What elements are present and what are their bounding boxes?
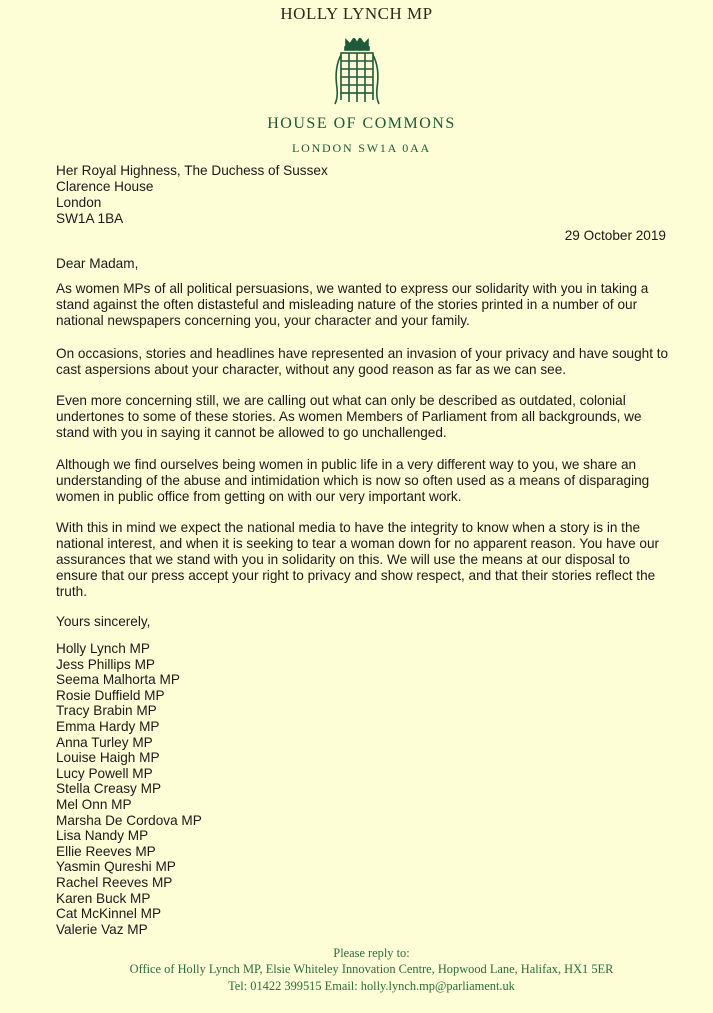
signatory: Jess Phillips MP — [56, 656, 155, 672]
signatory: Stella Creasy MP — [56, 781, 162, 797]
signatory: Anna Turley MP — [56, 734, 153, 750]
signatory: Yasmin Qureshi MP — [56, 859, 176, 875]
portcullis-icon — [332, 38, 382, 108]
signatory: Rachel Reeves MP — [56, 874, 173, 890]
recipient-line: Her Royal Highness, The Duchess of Sussex — [56, 163, 328, 178]
recipient-line: Clarence House — [56, 179, 154, 194]
recipient-address — [56, 163, 671, 227]
paragraph: With this in mind we expect the national media to have the integrity to know when a story is in the national interest, and when it is seeking to tear a woman down for no apparent reason. You have our assurances that we stand with you in solidarity on this. We will use the means at our disposal to ensure that our press accept your right to privacy and show respect, and that their stories reflect the truth. — [56, 520, 660, 599]
recipient-line: London — [56, 195, 102, 210]
house-title: HOUSE OF COMMONS — [267, 115, 456, 132]
house-address: LONDON SW1A 0AA — [292, 141, 431, 155]
signatory: Lucy Powell MP — [56, 765, 153, 781]
signatory: Marsha De Cordova MP — [56, 812, 202, 828]
signatory: Louise Haigh MP — [56, 750, 160, 766]
paragraph: Although we find ourselves being women in public life in a very different way to you, we share an understanding of the abuse and intimidation which is now so often used as a means of disparaging women in public office from getting on with our very important work. — [56, 457, 650, 504]
signatory: Seema Malhorta MP — [56, 672, 180, 688]
signatory: Lisa Nandy MP — [56, 828, 149, 844]
signatory: Valerie Vaz MP — [56, 921, 148, 937]
signatory: Karen Buck MP — [56, 890, 151, 906]
signatory: Holly Lynch MP — [56, 641, 150, 656]
signatory: Tracy Brabin MP — [56, 703, 157, 719]
salutation: Dear Madam, — [56, 256, 139, 271]
letter-footer — [0, 945, 713, 994]
recipient-line: SW1A 1BA — [56, 211, 124, 226]
letter-date: 29 October 2019 — [564, 228, 666, 243]
signatory: Rosie Duffield MP — [56, 687, 165, 703]
footer-reply: Please reply to: — [333, 946, 410, 960]
paragraph: Even more concerning still, we are calling out what can only be described as outdated, colonial undertones to some of these stories. As women Members of Parliament from all backgrounds, we stand with you in saying it cannot be allowed to go unchallenged. — [56, 393, 642, 440]
footer-office-address: Office of Holly Lynch MP, Elsie Whiteley Innovation Centre, Hopwood Lane, Halifax, HX1 5ER — [129, 962, 614, 977]
signatory: Emma Hardy MP — [56, 718, 160, 734]
signatory-list — [56, 641, 202, 937]
signatory: Cat McKinnel MP — [56, 906, 162, 922]
signatory: Ellie Reeves MP — [56, 843, 156, 859]
footer-contact: Tel: 01422 399515 Email: holly.lynch.mp@parliament.uk — [228, 978, 515, 993]
paragraph: On occasions, stories and headlines have represented an invasion of your privacy and have sought to cast aspersions about your character, without any good reason as far as we can see. — [56, 346, 669, 377]
signatory: Mel Onn MP — [56, 796, 132, 812]
closing: Yours sincerely, — [56, 614, 151, 629]
paragraph: As women MPs of all political persuasions, we wanted to express our solidarity with you in taking a stand against the often distasteful and misleading nature of the stories printed in a number of our national newspapers concerning you, your character and your family. — [56, 281, 649, 328]
letterhead-name: HOLLY LYNCH MP — [280, 4, 433, 23]
